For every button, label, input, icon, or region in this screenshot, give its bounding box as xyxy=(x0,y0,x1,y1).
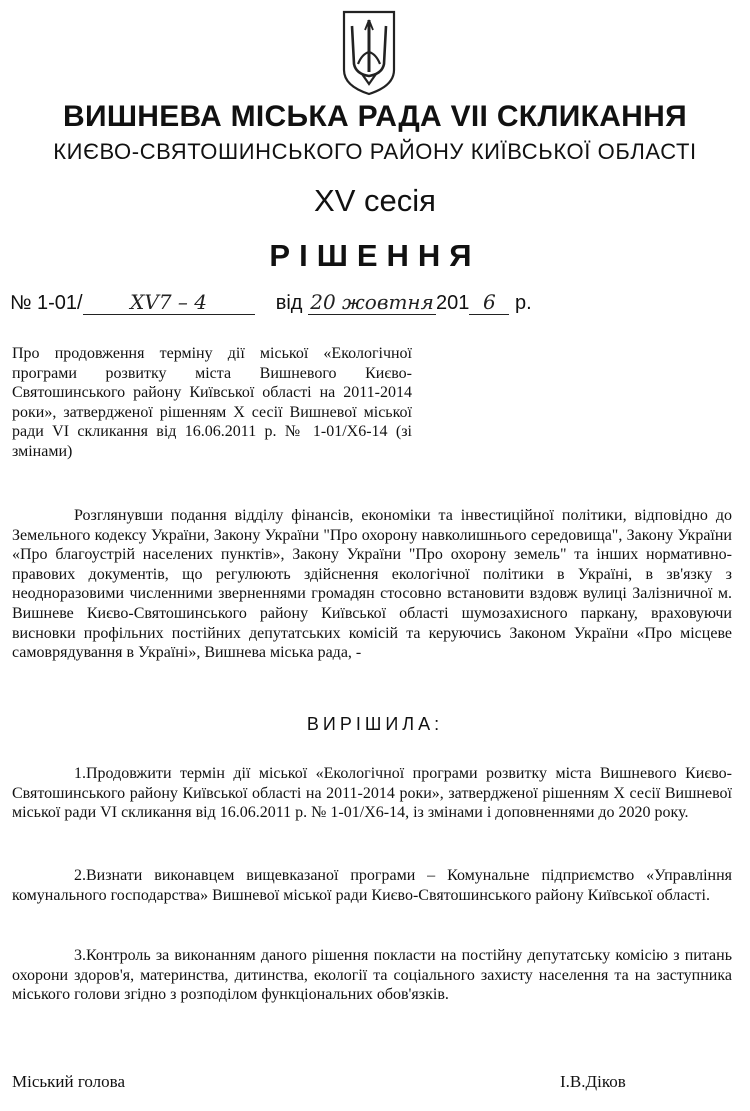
year-digit-handwritten: 6 xyxy=(469,290,509,315)
date-from-label: від xyxy=(275,292,303,314)
decision-item-1 xyxy=(12,764,732,823)
signature-name: І.В.Діков xyxy=(560,1072,626,1091)
session-label: XV сесія xyxy=(314,183,436,218)
decision-item-3 xyxy=(12,946,732,1005)
trident-coat-of-arms-icon xyxy=(340,8,398,96)
decision-item-text: 2.Визнати виконавцем вищевказаної програми – Комунальне підприємство «Управління комунального господарства» Вишневої міської ради Києво-Святошинського району Київської області. xyxy=(12,867,732,904)
decision-number-line xyxy=(10,290,730,324)
decision-date-handwritten: 20 жовтня xyxy=(308,290,436,315)
decided-heading: ВИРІШИЛА: xyxy=(306,714,444,734)
preamble-text: Розглянувши подання відділу фінансів, економіки та інвестиційної політики, відповідно до Земельного кодексу України, Закону України "Про охорону навколишнього середовища", Закону України «Про благоустрій населених пунктів», Закону України "Про охорону земель" та інших нормативно-правових документів, що регулюють здійснення екологічної політики в Україні, в зв'язку з неодноразовими численними зверненнями громадян стосовно встановити вздовж вулиці Залізничної м. Вишневе Києво-Святошинського району Київської області шумозахисного паркану, враховуючи висновки профільних постійних депутатських комісій та керуючись Законом України «Про місцеве самоврядування в Україні», Вишнева міська рада, - xyxy=(12,507,732,662)
decision-subject: Про продовження терміну дії міської «Екологічної програми розвитку міста Вишневого Києво-Святошинського району Київської області на 2011-2014 роки», затвердженої рішенням X сесії Вишневої міської ради VI скликання від 16.06.2011 р. № 1-01/Х6-14 (зі змінами) xyxy=(12,345,412,460)
signature-position: Міський голова xyxy=(12,1072,125,1091)
year-prefix: 201 xyxy=(436,292,470,314)
decision-item-text: 1.Продовжити термін дії міської «Екологічної програми розвитку міста Вишневого Києво-Святошинського району Київської області на 2011-2014 роки», затвердженої рішенням X сесії Вишневої міської ради VI скликання від 16.06.2011 р. № 1-01/Х6-14, із змінами і доповненнями до 2020 року. xyxy=(12,765,732,822)
decision-item-2 xyxy=(12,866,732,905)
document-type-heading: РІШЕННЯ xyxy=(269,238,481,273)
number-prefix: № 1-01/ xyxy=(10,292,83,314)
preamble-paragraph xyxy=(12,506,732,663)
year-suffix: р. xyxy=(514,292,532,314)
decision-item-text: 3.Контроль за виконанням даного рішення покласти на постійну депутатську комісію з питань охорони здоров'я, материнства, дитинства, екології та соціального захисту населення та на заступника міського голови згідно з розподілом функціональних обов'язків. xyxy=(12,947,732,1004)
coat-of-arms-emblem xyxy=(340,8,398,96)
council-title: ВИШНЕВА МІСЬКА РАДА VII СКЛИКАННЯ xyxy=(63,100,687,133)
council-subtitle: КИЄВО-СВЯТОШИНСЬКОГО РАЙОНУ КИЇВСЬКОЇ ОБЛАСТІ xyxy=(53,139,697,164)
decision-number-handwritten: XV7 – 4 xyxy=(83,290,255,315)
